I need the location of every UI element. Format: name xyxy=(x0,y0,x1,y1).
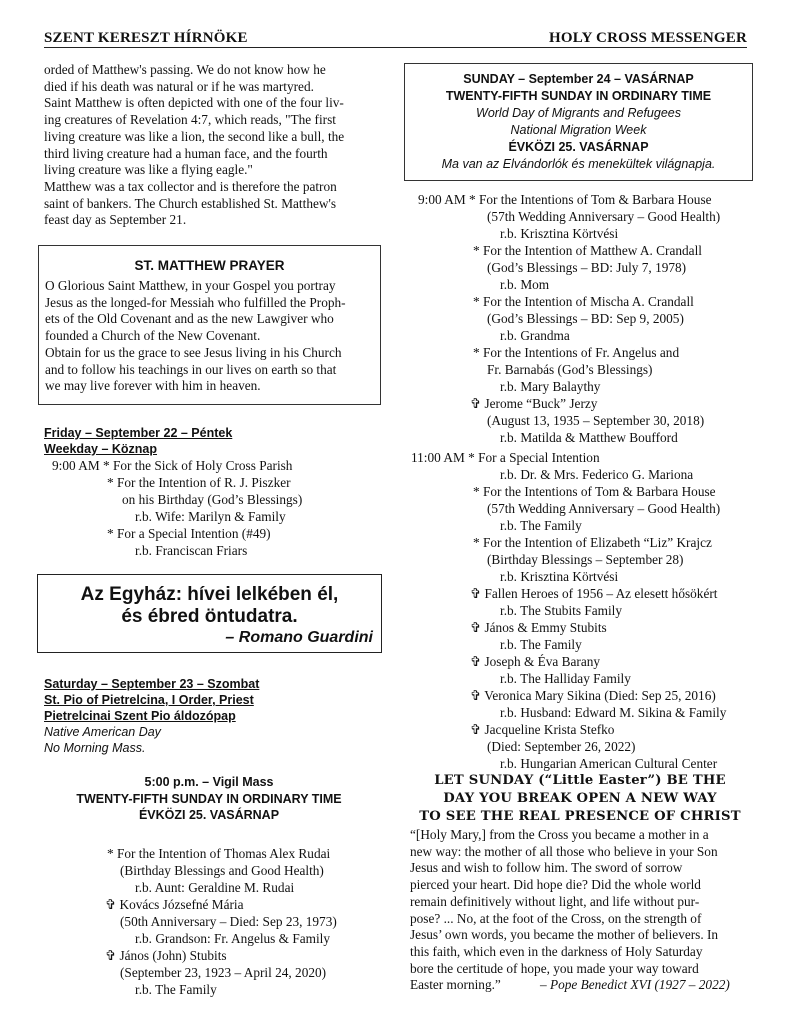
intro-line: Matthew was a tax collector and is therefore the patron xyxy=(44,178,337,194)
mass11-entry: r.b. The Family xyxy=(500,637,582,652)
friday-subtitle: Weekday – Köznap xyxy=(44,442,158,456)
easter-attribution: – Pope Benedict XVI (1927 – 2022) xyxy=(540,977,730,992)
prayer-line: we may live forever with him in heaven. xyxy=(45,378,261,394)
sunday-title: TWENTY-FIFTH SUNDAY IN ORDINARY TIME xyxy=(445,89,712,103)
mass11-entry: 11:00 AM * For a Special Intention xyxy=(411,450,600,465)
mass11-entry: r.b. Hungarian American Cultural Center xyxy=(500,756,718,771)
prayer-box xyxy=(38,245,381,405)
mass11-entry: r.b. Husband: Edward M. Sikina & Family xyxy=(500,705,727,720)
mass11-entry: r.b. The Family xyxy=(500,518,582,533)
saturday-feast-hu: Pietrelcinai Szent Pio áldozópap xyxy=(44,709,236,723)
header-rule xyxy=(44,47,747,48)
easter-heading-line: LET SUNDAY (“Little Easter”) BE THE xyxy=(434,773,726,788)
mass9-entry: (August 13, 1935 – September 30, 2018) xyxy=(487,413,705,428)
mass11-entry: ✞ Fallen Heroes of 1956 – Az elesett hősökért xyxy=(470,586,718,601)
vigil-entry: r.b. The Family xyxy=(135,982,217,997)
mass9-entry: * For the Intentions of Fr. Angelus and xyxy=(473,345,680,360)
prayer-line: and to follow his teachings in our lives on earth so that xyxy=(45,361,337,377)
mass11-entry: * For the Intention of Elizabeth “Liz” Krajcz xyxy=(473,535,712,550)
intro-line: orded of Matthew's passing. We do not know how he xyxy=(44,62,326,77)
easter-line: Jesus and wish to follow him. The sword of sorrow xyxy=(410,860,683,876)
easter-line: pierced your heart. Did hope die? Did the whole world xyxy=(410,877,701,893)
mass11-entry: (Died: September 26, 2022) xyxy=(487,739,636,754)
saturday-feast: St. Pio of Pietrelcina, I Order, Priest xyxy=(44,693,254,707)
mass9-entry: r.b. Matilda & Matthew Boufford xyxy=(500,430,678,445)
vigil-entry: * For the Intention of Thomas Alex Rudai xyxy=(107,846,331,861)
mass11-entry: * For the Intentions of Tom & Barbara House xyxy=(473,484,716,499)
vigil-entry: r.b. Grandson: Fr. Angelus & Family xyxy=(135,931,331,946)
easter-line: Easter morning.” xyxy=(410,977,501,993)
vigil-entry: ✞ János (John) Stubits xyxy=(105,948,227,963)
friday-title: Friday – September 22 – Péntek xyxy=(44,426,233,440)
prayer-line: ets of the Old Covenant and as the new Lawgiver who xyxy=(45,311,334,327)
mass9-entry: (God’s Blessings – BD: July 7, 1978) xyxy=(487,260,687,275)
vigil-time: 5:00 p.m. – Vigil Mass xyxy=(144,775,274,789)
mass11-entry: r.b. Dr. & Mrs. Federico G. Mariona xyxy=(500,467,694,482)
mass9-entry: r.b. Grandma xyxy=(500,328,570,343)
header-left: SZENT KERESZT HÍRNÖKE xyxy=(44,30,248,46)
vigil-sunday: TWENTY-FIFTH SUNDAY IN ORDINARY TIME xyxy=(76,791,342,806)
sunday-box xyxy=(404,63,753,181)
sunday-date: SUNDAY – September 24 – VASÁRNAP xyxy=(463,72,694,86)
prayer-body xyxy=(45,278,346,395)
mass11-entry: r.b. The Stubits Family xyxy=(500,603,623,618)
saturday-note: No Morning Mass. xyxy=(44,741,146,755)
mass11-entry: ✞ Joseph & Éva Barany xyxy=(470,654,601,669)
intro-line: third living creature had a human face, and the fourth xyxy=(44,145,328,161)
mass9-entry: * For the Intention of Mischa A. Crandall xyxy=(473,294,694,309)
prayer-line: founded a Church of the New Covenant. xyxy=(45,328,261,344)
mass9-entry: r.b. Mary Balaythy xyxy=(500,379,601,394)
friday-entry: * For the Intention of R. J. Piszker xyxy=(107,475,291,490)
vigil-entry: (50th Anniversary – Died: Sep 23, 1973) xyxy=(120,914,337,929)
quote-box xyxy=(37,574,382,653)
easter-heading-line: TO SEE THE REAL PRESENCE OF CHRIST xyxy=(419,809,741,824)
intro-line: feast day as September 21. xyxy=(44,212,187,228)
easter-body xyxy=(410,827,718,994)
saturday-note: Native American Day xyxy=(44,725,161,739)
mass11-entry: (Birthday Blessings – September 28) xyxy=(487,552,684,567)
easter-heading xyxy=(404,772,756,826)
mass9-entry: ✞ Jerome “Buck” Jerzy xyxy=(470,396,598,411)
vigil-entry: r.b. Aunt: Geraldine M. Rudai xyxy=(135,880,295,895)
mass9-entry: r.b. Krisztina Körtvési xyxy=(500,226,619,241)
header-right: HOLY CROSS MESSENGER xyxy=(549,30,747,46)
intro-line: living creature was like a flying eagle." xyxy=(44,162,253,178)
intro-line: ing creatures of Revelation 4:7, which reads, "The first xyxy=(44,112,336,128)
sunday-title-hu: ÉVKÖZI 25. VASÁRNAP xyxy=(508,140,649,154)
easter-line: bore the certitude of hope, you made your way toward xyxy=(410,960,699,976)
mass9-entry: * For the Intention of Matthew A. Crandall xyxy=(473,243,702,258)
friday-entry: * For a Special Intention (#49) xyxy=(107,526,271,541)
mass9-entry: (57th Wedding Anniversary – Good Health) xyxy=(487,209,721,224)
easter-line: “[Holy Mary,] from the Cross you became a mother in a xyxy=(410,827,709,842)
friday-entry: 9:00 AM * For the Sick of Holy Cross Parish xyxy=(52,458,293,473)
vigil-entry: ✞ Kovács Józsefné Mária xyxy=(105,897,244,912)
intro-line: living creature was like a lion, the second like a bull, the xyxy=(44,128,345,144)
quote-line: Az Egyház: hívei lelkében él, xyxy=(80,584,339,605)
sunday-note: World Day of Migrants and Refugees xyxy=(476,106,681,120)
mass11-entry: r.b. Krisztina Körtvési xyxy=(500,569,619,584)
mass11-entry: r.b. The Halliday Family xyxy=(500,671,631,686)
prayer-line: Obtain for us the grace to see Jesus living in his Church xyxy=(45,344,342,360)
vigil-sunday-hu: ÉVKÖZI 25. VASÁRNAP xyxy=(138,808,280,822)
intro-line: died if his death was natural or if he was martyred. xyxy=(44,78,314,94)
mass9-entry: Fr. Barnabás (God’s Blessings) xyxy=(487,362,653,377)
intro-line: saint of bankers. The Church established St. Matthew's xyxy=(44,195,337,211)
vigil-entry: (September 23, 1923 – April 24, 2020) xyxy=(120,965,327,980)
mass9-entry: r.b. Mom xyxy=(500,277,550,292)
prayer-line: Jesus as the longed-for Messiah who fulfilled the Proph- xyxy=(45,294,346,310)
easter-line: Jesus’ own words, you became the mother of believers. In xyxy=(410,927,719,943)
vigil-heading xyxy=(44,774,374,824)
easter-line: new way: the mother of all those who believe in your Son xyxy=(410,843,718,859)
vigil-entry: (Birthday Blessings and Good Health) xyxy=(120,863,324,878)
easter-line: this faith, which even in the darkness of Holy Saturday xyxy=(410,943,703,959)
quote-line: és ébred öntudatra. xyxy=(121,606,298,627)
saturday-section xyxy=(44,676,259,756)
intro-line: Saint Matthew is often depicted with one of the four liv- xyxy=(44,95,344,111)
mass11-entry: (57th Wedding Anniversary – Good Health) xyxy=(487,501,721,516)
prayer-title: ST. MATTHEW PRAYER xyxy=(134,258,285,273)
friday-section xyxy=(44,425,232,457)
intro-text xyxy=(44,62,374,229)
friday-entry: r.b. Franciscan Friars xyxy=(135,543,248,558)
quote-author: – Romano Guardini xyxy=(225,629,373,646)
mass9-entry: 9:00 AM * For the Intentions of Tom & Barbara House xyxy=(418,192,712,207)
friday-entry: r.b. Wife: Marilyn & Family xyxy=(135,509,286,524)
easter-line: pose? ... No, at the foot of the Cross, on the strength of xyxy=(410,910,702,926)
sunday-note: National Migration Week xyxy=(510,123,647,137)
mass11-entry: ✞ Veronica Mary Sikina (Died: Sep 25, 2016) xyxy=(470,688,716,703)
sunday-note-hu: Ma van az Elvándorlók és menekültek világnapja. xyxy=(441,157,716,171)
mass9-entry: (God’s Blessings – BD: Sep 9, 2005) xyxy=(487,311,684,326)
easter-line: remain definitively without light, and life without pur- xyxy=(410,893,700,909)
mass11-entry: ✞ János & Emmy Stubits xyxy=(470,620,607,635)
prayer-line: O Glorious Saint Matthew, in your Gospel you portray xyxy=(45,278,336,293)
mass11-entry: ✞ Jacqueline Krista Stefko xyxy=(470,722,615,737)
easter-heading-line: DAY YOU BREAK OPEN A NEW WAY xyxy=(443,791,717,806)
saturday-title: Saturday – September 23 – Szombat xyxy=(44,677,260,691)
friday-entry: on his Birthday (God’s Blessings) xyxy=(122,492,303,507)
